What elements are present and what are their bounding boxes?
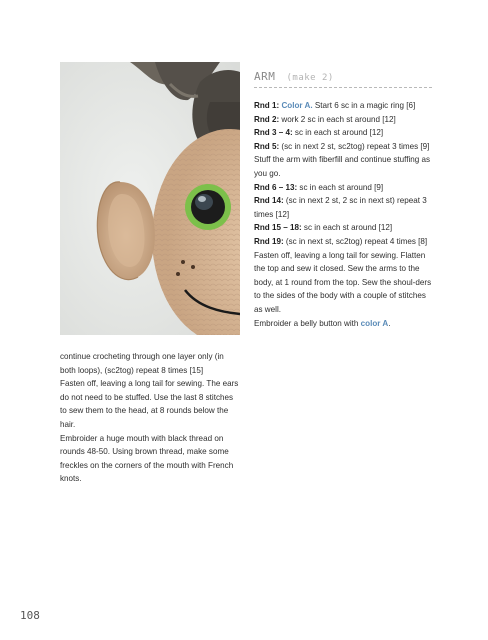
paragraph: Fasten off, leaving a long tail for sewing. The ears do not need to be stuffed. Use the last 8 stitches to sew them to the head, at 8 rounds below the hair. [60, 379, 239, 429]
section-subtitle: (make 2) [286, 73, 334, 83]
instruction-step: Rnd 2: work 2 sc in each st around [12] [254, 114, 396, 124]
color-a-ref: color A [360, 318, 389, 328]
arm-instructions [254, 99, 436, 330]
amigurumi-photo [60, 62, 240, 335]
page-number: 108 [20, 609, 40, 622]
crochet-doll-image [60, 62, 240, 335]
dashed-divider [254, 87, 432, 88]
paragraph: Embroider a huge mouth with black thread on rounds 48-50. Using brown thread, make some freckles on the corners of the mouth with French knots. [60, 433, 234, 484]
color-a-ref: Color A. [281, 101, 313, 110]
paragraph: continue crocheting through one layer only (in both loops), (sc2tog) repeat 8 times [15] [60, 352, 224, 375]
instruction-step: Rnd 1: Color A. Start 6 sc in a magic ring [6] [254, 101, 416, 110]
instruction-step: Rnd 19: (sc in next st, sc2tog) repeat 4 times [8] Fasten off, leaving a long tail for sewing. Flatten the top and sew it closed. Sew the arms to the body, at 1 round from the top. Sew the shoul-ders to the sides of the body with a couple of stitches as well. [254, 236, 432, 314]
instruction-step: Rnd 14: (sc in next 2 st, 2 sc in next st) repeat 3 times [12] [254, 196, 427, 219]
doll-eye [185, 184, 231, 230]
section-heading [254, 70, 434, 83]
ear-instructions [60, 350, 240, 486]
instruction-step: Rnd 5: (sc in next 2 st, sc2tog) repeat 3 times [9] Stuff the arm with fiberfill and continue stuffing as you go. [254, 141, 431, 178]
instruction-step: Rnd 3 – 4: sc in each st around [12] [254, 128, 384, 138]
instruction-step: Embroider a belly button with color A. [254, 318, 391, 328]
instruction-step: Rnd 6 – 13: sc in each st around [9] [254, 182, 384, 192]
instruction-step: Rnd 15 – 18: sc in each st around [12] [254, 223, 393, 233]
section-title: ARM [254, 70, 276, 83]
